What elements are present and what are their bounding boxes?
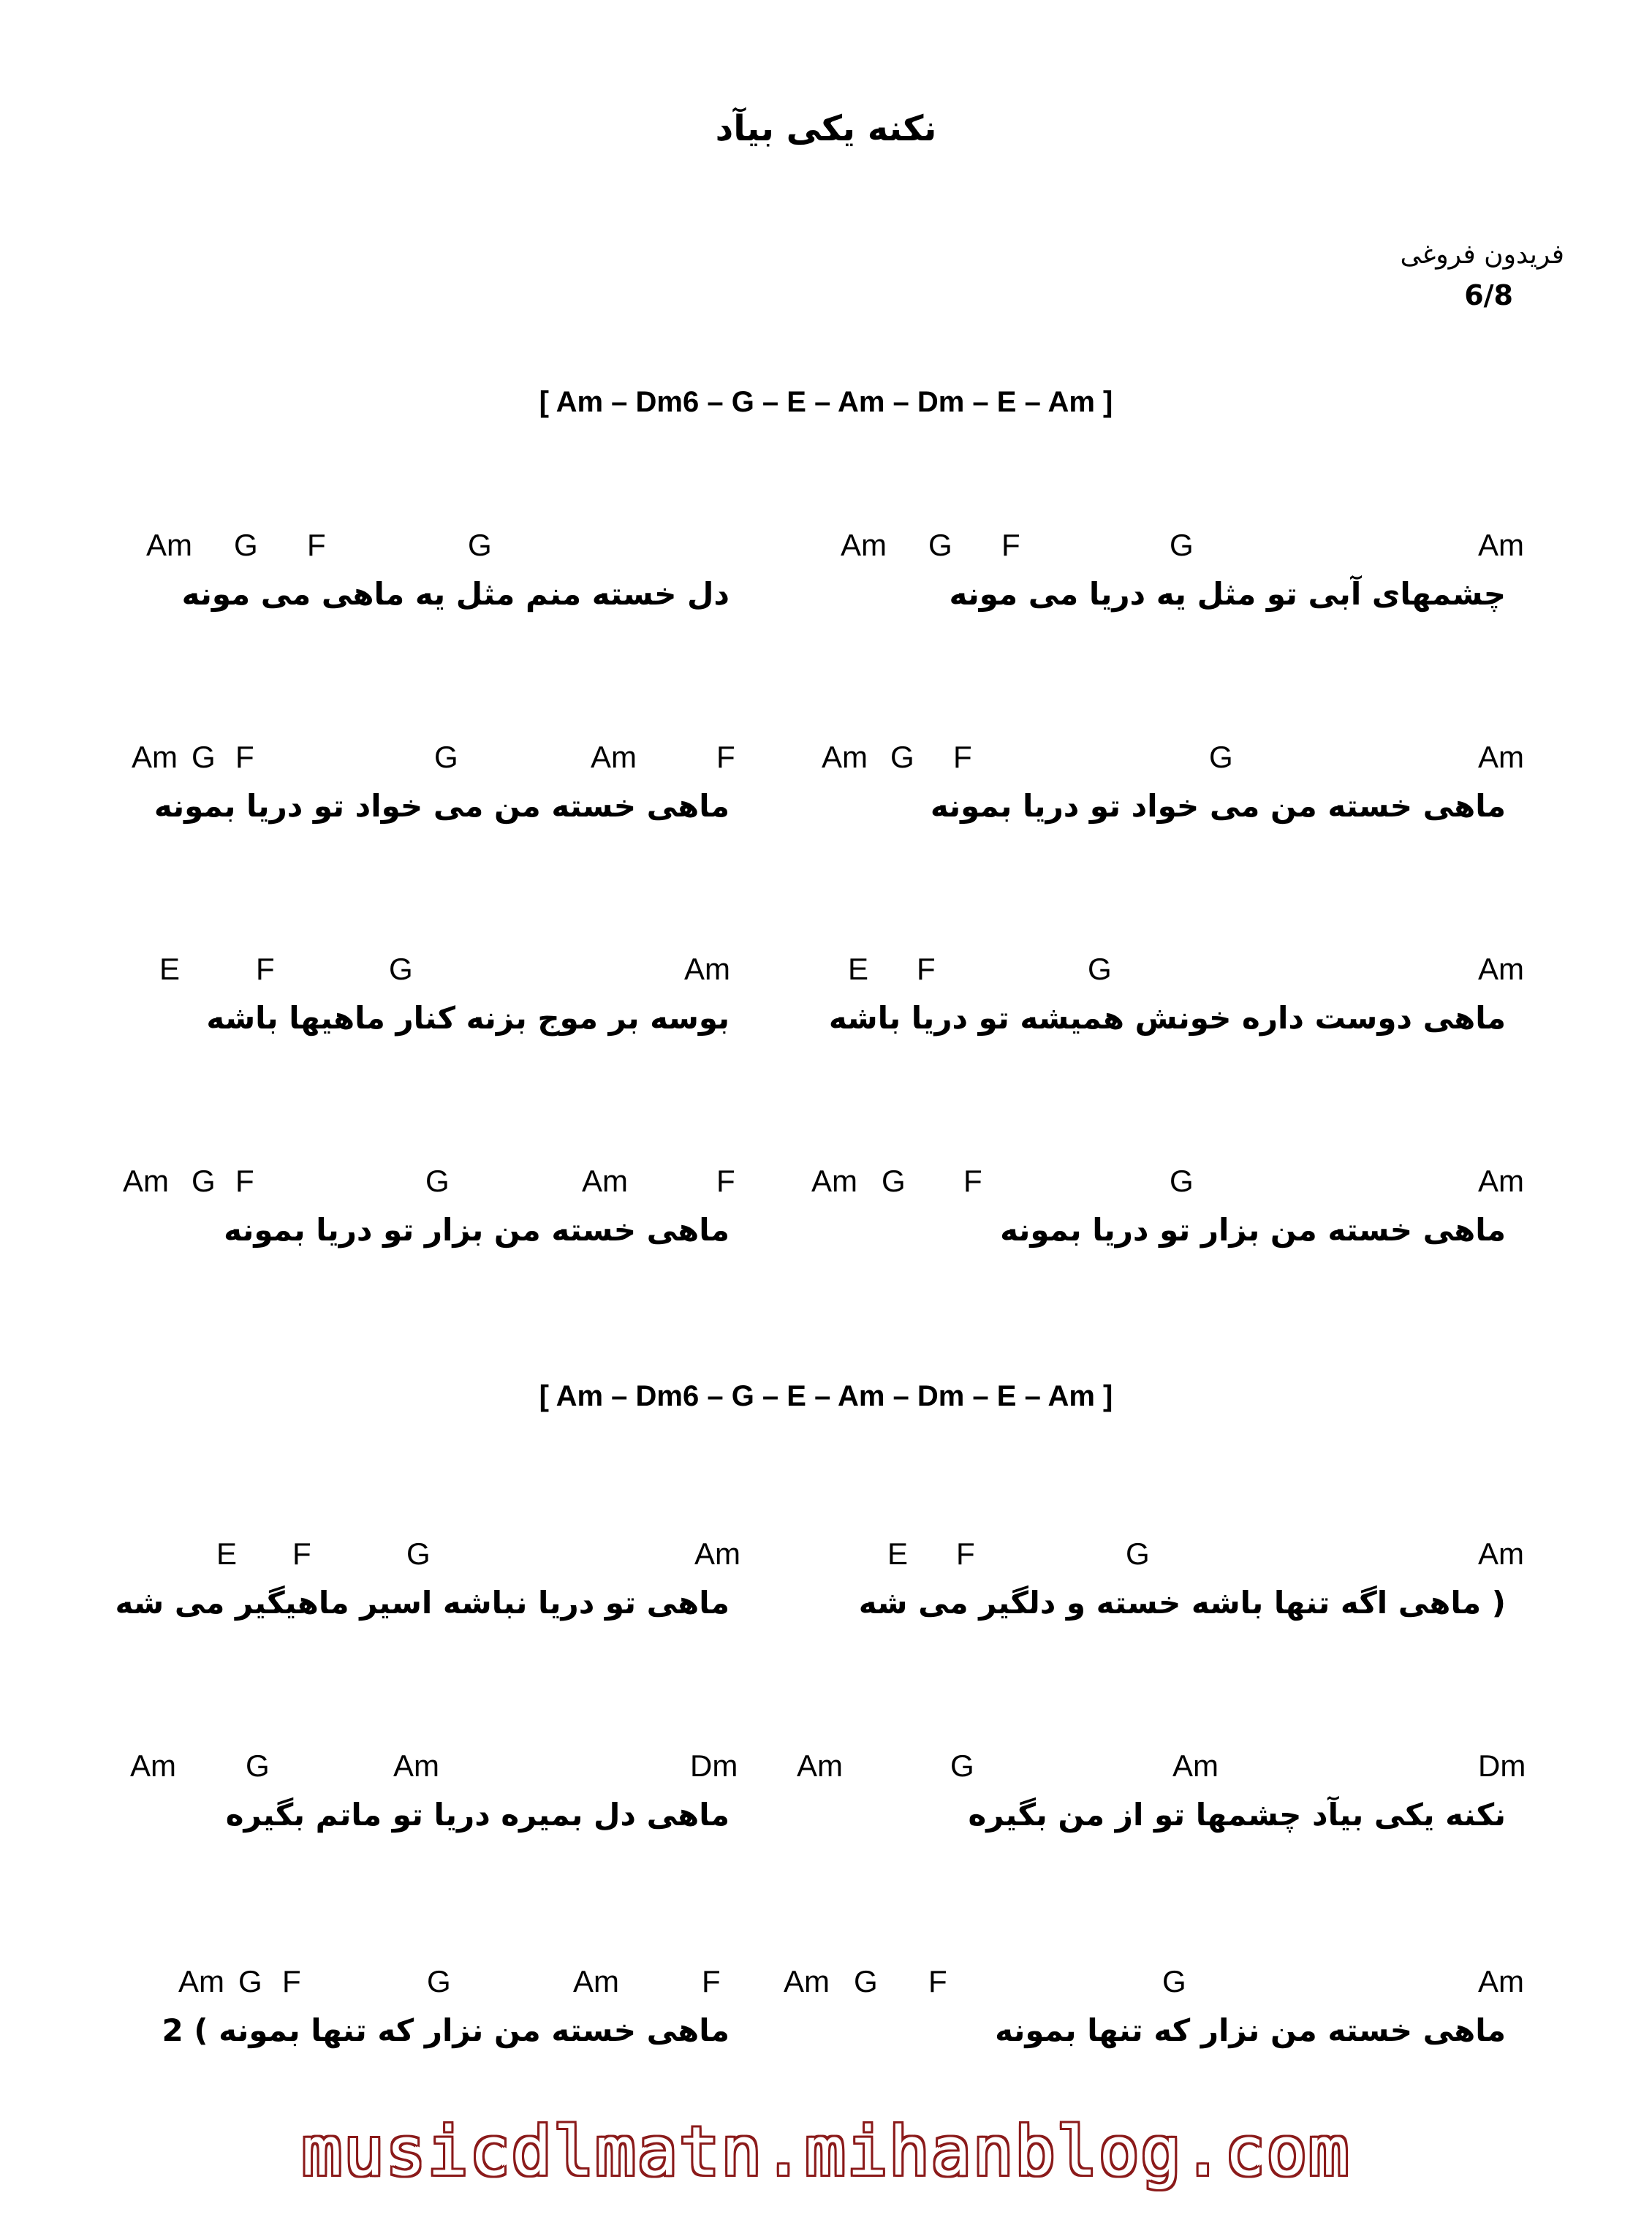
chord: F — [307, 528, 326, 562]
chord: G — [950, 1748, 974, 1783]
chord: Am — [684, 952, 730, 986]
chord: G — [928, 528, 952, 562]
chord: Dm — [1478, 1748, 1526, 1783]
lyric-line-right: ( ماهی اگه تنها باشه خسته و دلگیر می شه — [858, 1585, 1506, 1621]
chord: F — [917, 952, 936, 986]
chord: G — [406, 1537, 431, 1571]
chord: G — [1170, 1164, 1194, 1198]
chord: Am — [1478, 740, 1524, 774]
lyric-line-left: دل خسته منم مثل یه ماهی می مونه — [181, 576, 730, 612]
chord: F — [953, 740, 972, 774]
chord: F — [292, 1537, 311, 1571]
lyric-line-left: ماهی خسته من بزار تو دریا بمونه — [224, 1212, 730, 1248]
chord: G — [427, 1964, 451, 1998]
chord: G — [890, 740, 914, 774]
chord-progression-interlude: [ Am – Dm6 – G – E – Am – Dm – E – Am ] — [539, 1380, 1113, 1412]
chord: Am — [123, 1164, 169, 1198]
chord: Am — [132, 740, 178, 774]
lyric-line-right: نکنه یکی بیآد چشمها تو از من بگیره — [968, 1797, 1506, 1833]
lyric-line-left: ماهی تو دریا نباشه اسیر ماهیگیر می شه — [115, 1585, 730, 1621]
chord: Am — [1478, 528, 1524, 562]
chord: F — [963, 1164, 982, 1198]
chord: G — [434, 740, 458, 774]
chord: G — [1126, 1537, 1150, 1571]
chord: G — [1162, 1964, 1186, 1998]
chord-progression-intro: [ Am – Dm6 – G – E – Am – Dm – E – Am ] — [539, 386, 1113, 418]
chord: Dm — [690, 1748, 738, 1783]
chord: Am — [178, 1964, 224, 1998]
chord: G — [234, 528, 258, 562]
chord: Am — [146, 528, 192, 562]
time-signature: 6/8 — [1464, 279, 1513, 311]
lyric-line-right: ماهی دوست داره خونش همیشه تو دریا باشه — [828, 1000, 1506, 1036]
chord: G — [1209, 740, 1233, 774]
chord: Am — [582, 1164, 628, 1198]
chord: E — [848, 952, 869, 986]
chord: F — [1001, 528, 1020, 562]
chord: G — [882, 1164, 906, 1198]
chord: F — [282, 1964, 301, 1998]
chord: G — [192, 740, 216, 774]
lyric-line-left: ماهی دل بمیره دریا تو ماتم بگیره — [225, 1797, 730, 1833]
chord: Am — [1478, 1164, 1524, 1198]
chord: Am — [1172, 1748, 1219, 1783]
lyric-line-left: ماهی خسته من نزار که تنها بمونه ) 2 — [162, 2012, 730, 2048]
lyric-line-left: ماهی خسته من می خواد تو دریا بمونه — [154, 788, 730, 824]
chord: Am — [784, 1964, 830, 1998]
chord: G — [1088, 952, 1112, 986]
lyric-line-left: بوسه بر موج بزنه کنار ماهیها باشه — [206, 1000, 730, 1036]
chord: F — [702, 1964, 721, 1998]
lyric-line-right: ماهی خسته من می خواد تو دریا بمونه — [930, 788, 1506, 824]
chord: G — [425, 1164, 450, 1198]
chord: F — [235, 1164, 254, 1198]
chord: Am — [130, 1748, 176, 1783]
chord: Am — [841, 528, 887, 562]
chord: E — [216, 1537, 238, 1571]
chord: F — [716, 740, 735, 774]
chord: Am — [393, 1748, 439, 1783]
watermark-url: musicdlmatn.mihanblog.com — [301, 2113, 1351, 2191]
chord: G — [389, 952, 413, 986]
chord: F — [956, 1537, 975, 1571]
chord: E — [159, 952, 181, 986]
lyric-line-right: چشمهای آبی تو مثل یه دریا می مونه — [949, 576, 1506, 612]
chord: F — [716, 1164, 735, 1198]
chord: F — [256, 952, 275, 986]
chord: G — [854, 1964, 878, 1998]
chord: F — [235, 740, 254, 774]
chord: F — [928, 1964, 947, 1998]
chord: Am — [1478, 1964, 1524, 1998]
chord: E — [887, 1537, 909, 1571]
chord: Am — [591, 740, 637, 774]
chord: Am — [694, 1537, 740, 1571]
chord: G — [238, 1964, 262, 1998]
lyric-line-right: ماهی خسته من نزار که تنها بمونه — [995, 2012, 1506, 2048]
song-title: نکنه یکی بیآد — [715, 108, 937, 149]
chord: Am — [822, 740, 868, 774]
chord: G — [192, 1164, 216, 1198]
chord: G — [468, 528, 492, 562]
chord: Am — [1478, 952, 1524, 986]
chord: G — [246, 1748, 270, 1783]
lyric-line-right: ماهی خسته من بزار تو دریا بمونه — [1000, 1212, 1506, 1248]
chord: Am — [797, 1748, 843, 1783]
chord: Am — [1478, 1537, 1524, 1571]
chord: Am — [573, 1964, 619, 1998]
chord: G — [1170, 528, 1194, 562]
composer-name: فریدون فروغی — [1400, 240, 1564, 270]
chord: Am — [811, 1164, 857, 1198]
